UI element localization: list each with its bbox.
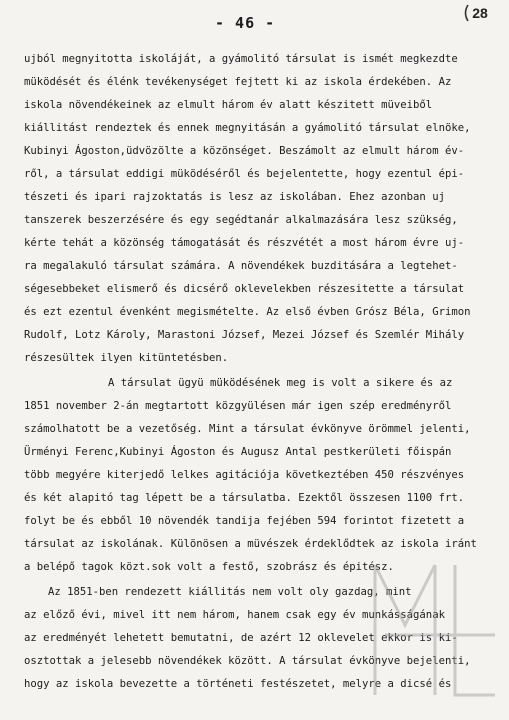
- text-line: tanszerek beszerzésére és egy segédtanár alkalmazására lesz szükség,: [24, 214, 458, 226]
- text-line: részesültek ilyen kitüntetésben.: [24, 352, 229, 364]
- text-line: az előző évi, mivel itt nem három, hanem csak egy év munkásságának: [24, 609, 445, 621]
- archive-number-stamp: [460, 1, 500, 25]
- archive-number: 28: [472, 5, 488, 21]
- text-line: ről, a társulat eddigi müködéséről és bejelentette, hogy ezentul épi-: [24, 168, 465, 180]
- text-line: kiállitást rendeztek és ennek megnyitásán a gyámolitó társulat elnöke,: [24, 122, 471, 134]
- text-line: a belépő tagok közt.sok volt a festő, szobrász és épitész.: [24, 561, 394, 573]
- page-number: - 46 -: [215, 14, 276, 32]
- watermark-logo: [365, 555, 505, 705]
- text-line: tészeti és ipari rajzoktatás is lesz az iskolában. Ehez azonban uj: [24, 191, 445, 203]
- text-line: társulat az iskolának. Különösen a müvészek érdeklődtek az iskola iránt: [24, 538, 477, 550]
- text-line: osztottak a jelesebb növendékek között. A társulat évkönyve bejelenti,: [24, 655, 471, 667]
- text-line: ra megalakuló társulat számára. A növendékek buzditására a legtehet-: [24, 260, 458, 272]
- text-line: A társulat ügyü müködésének meg is volt a sikere és az: [108, 377, 453, 389]
- text-line: hogy az iskola bevezette a történeti festészetet, melyre a dicsé és: [24, 678, 452, 690]
- text-line: Kubinyi Ágoston,üdvözölte a közönséget. Beszámolt az elmult három év-: [24, 145, 465, 157]
- text-line: Az 1851-ben rendezett kiállitás nem volt oly gazdag, mint: [48, 586, 412, 598]
- text-line: ujból megnyitotta iskoláját, a gyámolitó társulat is ismét megkezdte: [24, 53, 458, 65]
- text-line: számolhatott be a vezetőség. Mint a társulat évkönyve örömmel jelenti,: [24, 423, 471, 435]
- text-line: iskola növendékeinek az elmult három év alatt készitett müveiből: [24, 99, 433, 111]
- text-line: Rudolf, Lotz Károly, Marastoni József, Mezei József és Szemlér Mihály: [24, 329, 465, 341]
- text-line: ségesebbeket elismerő és dicsérő oklevelekben részesitette a társulat: [24, 283, 465, 295]
- text-line: müködését és élénk tevékenységet fejtett ki az iskola érdekében. Az: [24, 76, 452, 88]
- text-line: folyt be és ebből 10 növendék tandija fejében 594 forintot fizetett a: [24, 515, 465, 527]
- text-line: az eredményét lehetett bemutatni, de azért 12 oklevelet ekkor is ki-: [24, 632, 458, 644]
- text-line: kérte tehát a közönség támogatását és részvétét a most három évre uj-: [24, 237, 465, 249]
- text-line: 1851 november 2-án megtartott közgyülésen már igen szép eredményről: [24, 400, 452, 412]
- text-line: és két alapitó tag lépett be a társulatba. Ezektől összesen 1100 frt.: [24, 492, 465, 504]
- text-line: és ezt ezentul évenként megismételte. Az első évben Grósz Béla, Grimon: [24, 306, 471, 318]
- text-line: több megyére kiterjedő lelkes agitációja következtében 450 részvényes: [24, 469, 465, 481]
- text-line: Ürményi Ferenc,Kubinyi Ágoston és Augusz Antal pestkerületi főispán: [24, 446, 452, 458]
